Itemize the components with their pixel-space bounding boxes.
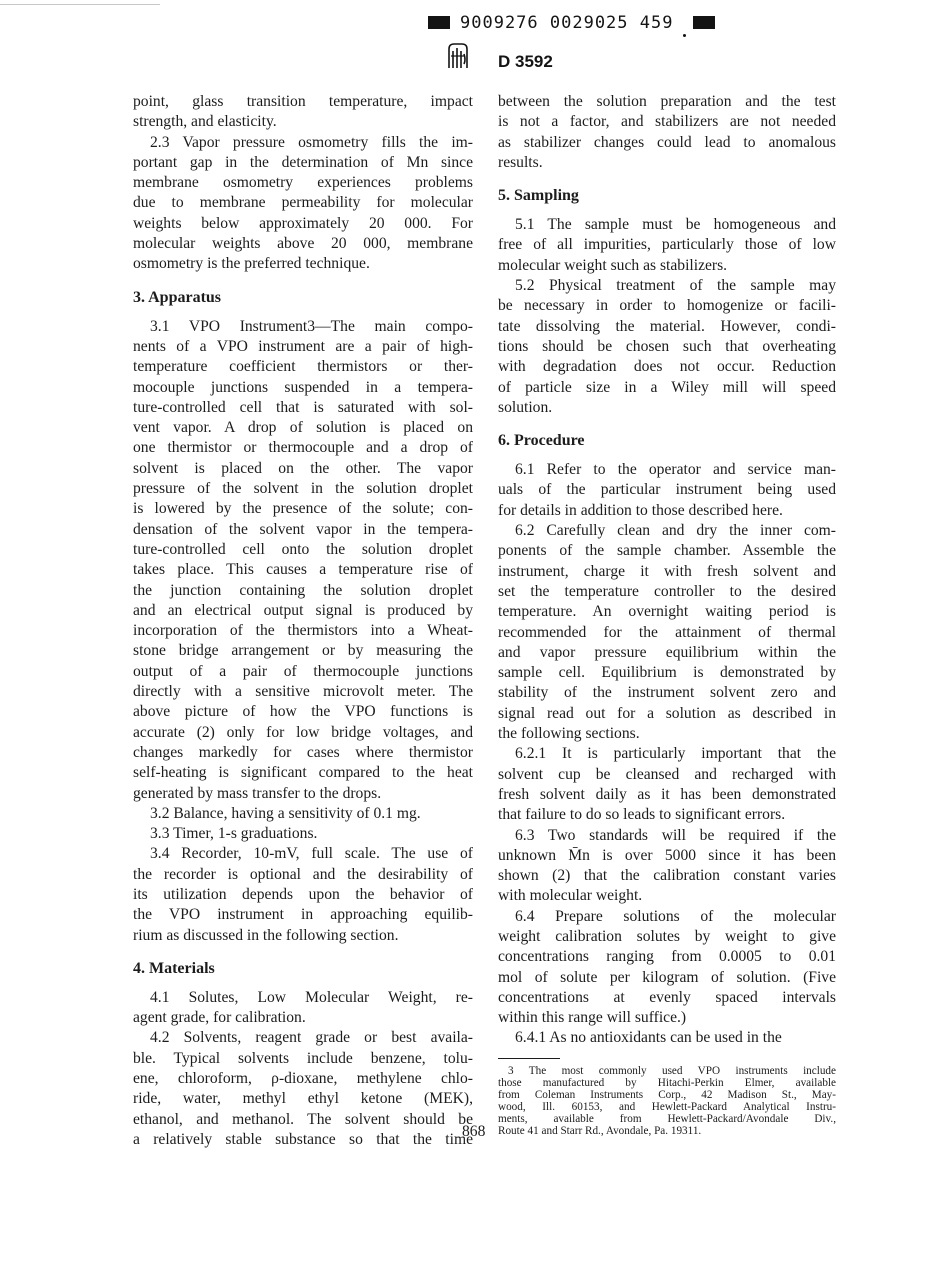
black-bar-icon [428,16,450,29]
text-line: concentrations ranging from 0.0005 to 0.01 [498,948,836,966]
text-line: ture-controlled cell that is saturated with sol- [133,398,473,416]
text-line: the following sections. [498,725,640,743]
left-column [133,92,473,1150]
text-line: molecular weight such as stabilizers. [498,256,728,274]
text-line: generated by mass transfer to the drops. [133,784,382,802]
text-line: uals of the particular instrument being used [498,481,836,499]
text-line: membrane osmometry experiences problems [133,174,473,192]
text-line: between the solution preparation and the test [498,93,836,110]
page-number: 868 [462,1123,486,1140]
text-line: accurate (2) only for low bridge voltages, and [133,723,473,741]
text-line: pressure of the solvent in the solution droplet [133,480,473,498]
text-line: for details in addition to those described here. [498,501,783,519]
text-line: sample cell. Equilibrium is demonstrated by [498,664,836,682]
text-line: point, glass transition temperature, impact [133,93,473,110]
text-line: 3.4 Recorder, 10-mV, full scale. The use of [150,845,473,863]
section-heading: 3. Apparatus [133,288,222,306]
text-line: 2.3 Vapor pressure osmometry fills the im- [150,133,473,151]
text-line: solution. [498,398,553,416]
control-number-text: 9009276 0029025 459 [460,13,674,33]
text-line: be necessary in order to homogenize or facili- [498,297,836,315]
text-line: 4.1 Solutes, Low Molecular Weight, re- [150,988,473,1006]
text-line: mol of solute per kilogram of solution. (Five [498,968,836,986]
text-line: densation of the solvent vapor in the tempera- [133,520,473,538]
text-line: with molecular weight. [498,887,643,905]
text-line: unknown M̄n is over 5000 since it has been [498,846,836,864]
text-line: portant gap in the determination of Mn since [133,153,473,171]
text-line: 3.3 Timer, 1-s graduations. [150,825,318,843]
dot-mark [683,34,686,37]
text-line: 6.2.1 It is particularly important that the [515,745,836,763]
text-line: ride, water, methyl ethyl ketone (MEK), [133,1090,473,1108]
text-line: 6.4.1 As no antioxidants can be used in the [515,1029,782,1047]
text-line: molecular weights above 20 000, membrane [133,235,473,253]
footnote-line: those manufactured by Hitachi-Perkin Elmer, available [498,1076,836,1089]
text-line: fresh solvent daily as it has been demonstrated [498,785,836,803]
text-line: ble. Typical solvents include benzene, tolu- [133,1049,473,1067]
text-line: recommended for the attainment of thermal [498,623,836,641]
text-line: the VPO instrument in approaching equilib- [133,906,473,924]
text-line: signal read out for a solution as described in [498,704,836,722]
text-line: 6.1 Refer to the operator and service man- [515,461,836,479]
text-line: concentrations at evenly spaced intervals [498,988,836,1006]
section-heading: 5. Sampling [498,187,579,205]
text-line: ponents of the sample chamber. Assemble the [498,542,836,560]
text-line: 5.2 Physical treatment of the sample may [515,277,836,295]
text-line: 3.1 VPO Instrument3—The main compo- [150,317,473,335]
text-line: as stabilizer changes could lead to anomalous [498,133,836,151]
text-line: that failure to do so leads to significant errors. [498,806,786,824]
text-line: changes markedly for cases where thermistor [133,743,473,761]
text-line: instrument, charge it with fresh solvent and [498,562,836,580]
text-line: of particle size in a Wiley mill will speed [498,378,836,396]
text-line: temperature coefficient thermistors or ther- [133,358,473,376]
text-line: a relatively stable substance so that the time [133,1130,473,1148]
top-rule [0,4,160,5]
text-line: with degradation does not occur. Reduction [498,358,836,376]
text-line: vent vapor. A drop of solution is placed on [133,419,473,437]
document-control-number [428,13,718,35]
text-line: due to membrane permeability for molecular [133,194,473,212]
text-line: and an electrical output signal is produced by [133,601,473,619]
section-heading: 4. Materials [133,959,215,977]
text-line: strength, and elasticity. [133,113,277,131]
text-line: tate dissolving the material. However, condi- [498,317,836,335]
footnote-line: from Coleman Instruments Corp., 42 Madison St., May- [498,1088,836,1101]
footnote-line: Route 41 and Starr Rd., Avondale, Pa. 19311. [498,1124,702,1137]
text-line: free of all impurities, particularly those of low [498,236,836,254]
text-line: its utilization depends upon the behavior of [133,885,473,903]
footnote-line: ments, available from Hewlett-Packard/Avondale Div., [498,1112,836,1125]
text-line: osmometry is the preferred technique. [133,255,370,273]
text-line: one thermistor or thermocouple and a drop of [133,439,473,457]
text-line: is lowered by the presence of the solute; con- [133,500,473,518]
black-bar-icon [693,16,715,29]
text-line: incorporation of the thermistors into a Wheat- [133,622,473,640]
text-line: ene, chloroform, ρ-dioxane, methylene chlo- [133,1070,473,1088]
text-line: within this range will suffice.) [498,1009,687,1027]
footnote-line: 3 The most commonly used VPO instruments include [508,1064,836,1077]
text-line: the recorder is optional and the desirability of [133,865,473,883]
text-line: above picture of how the VPO functions is [133,703,473,721]
text-line: solvent cup be cleansed and recharged with [498,765,836,783]
text-line: shown (2) that the calibration constant varies [498,867,836,885]
text-line: set the temperature controller to the desired [498,582,836,600]
text-line: 4.2 Solvents, reagent grade or best availa- [150,1029,473,1047]
text-line: tions should be chosen such that overheating [498,337,836,355]
text-line: temperature. An overnight waiting period is [498,603,836,621]
text-line: agent grade, for calibration. [133,1009,306,1027]
text-line: weight calibration solutes by weight to give [498,927,836,945]
standard-designation: D 3592 [498,52,553,71]
text-line: directly with a sensitive microvolt meter. The [133,683,473,701]
text-line: takes place. This causes a temperature rise of [133,561,473,579]
text-line: stone bridge arrangement or by measuring the [133,642,473,660]
text-line: 6.2 Carefully clean and dry the inner com- [515,522,836,540]
astm-logo-icon [446,42,470,70]
footnote-line: wood, Ill. 60153, and Hewlett-Packard Analytical Instru- [498,1100,836,1113]
text-line: stability of the instrument solvent zero and [498,684,836,702]
footnote-rule [498,1058,560,1059]
text-line: solvent is placed on the other. The vapor [133,459,473,477]
text-line: the junction containing the solution droplet [133,581,473,599]
text-line: and vapor pressure equilibrium within the [498,643,836,661]
section-heading: 6. Procedure [498,432,585,450]
text-line: 5.1 The sample must be homogeneous and [515,216,836,234]
text-line: rium as discussed in the following section. [133,926,399,944]
text-line: nents of a VPO instrument are a pair of high- [133,337,473,355]
text-line: ture-controlled cell onto the solution droplet [133,540,473,558]
text-line: self-heating is significant compared to the heat [133,764,473,782]
text-line: weights below approximately 20 000. For [133,214,473,232]
text-line: 6.4 Prepare solutions of the molecular [515,907,836,925]
text-line: 3.2 Balance, having a sensitivity of 0.1 mg. [150,804,421,822]
text-line: output of a pair of thermocouple junctions [133,662,473,680]
text-line: is not a factor, and stabilizers are not needed [498,113,836,131]
text-line: ethanol, and methanol. The solvent should be [133,1110,473,1128]
text-line: mocouple junctions suspended in a tempera- [133,378,473,396]
text-line: 6.3 Two standards will be required if the [515,826,836,844]
text-line: results. [498,153,543,171]
right-column [498,92,836,1137]
